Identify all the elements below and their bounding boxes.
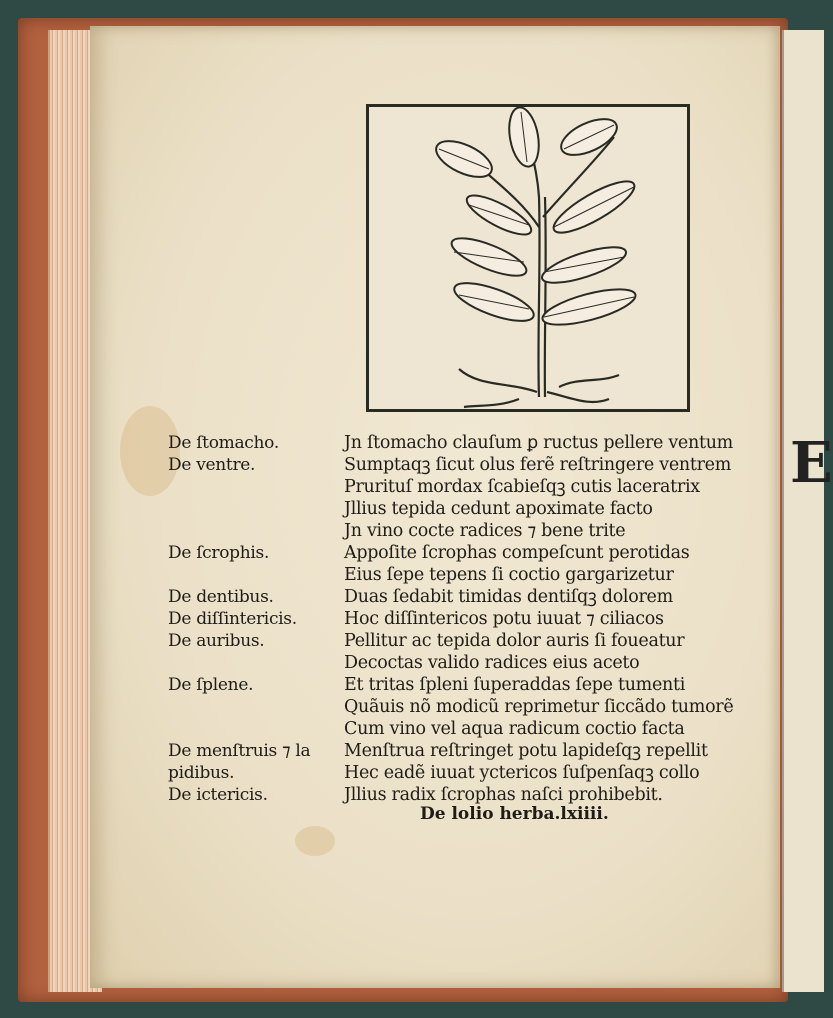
- margin-note: De ventre.: [168, 455, 256, 475]
- text-line: [0, 740, 800, 762]
- plant-woodcut-illustration: [366, 104, 690, 412]
- margin-note: De diſſintericis.: [168, 609, 297, 629]
- facing-page-initial: E: [790, 430, 833, 496]
- margin-note: pidibus.: [168, 763, 235, 783]
- text-line: [0, 696, 800, 718]
- text-line: [0, 432, 800, 454]
- verse-line: Hoc diſſintericos potu iuuat ⁊ ciliacos: [344, 609, 664, 629]
- plant-drawing: [369, 107, 687, 409]
- text-line: [0, 784, 800, 806]
- next-section-heading: De lolio herba.lxiiii.: [420, 804, 609, 824]
- verse-line: Jllius tepida cedunt apoximate facto: [344, 499, 653, 519]
- text-line: [0, 520, 800, 542]
- verse-line: Jllius radix ſcrophas naſci prohibebit.: [344, 785, 663, 805]
- margin-note: De menſtruis ⁊ la: [168, 741, 311, 761]
- text-line: [0, 476, 800, 498]
- margin-note: De ſplene.: [168, 675, 254, 695]
- text-line: [0, 542, 800, 564]
- text-line: [0, 608, 800, 630]
- text-line: [0, 718, 800, 740]
- margin-note: De ictericis.: [168, 785, 268, 805]
- verse-line: Jn vino cocte radices ⁊ bene trite: [344, 521, 626, 541]
- verse-line: Hec eadẽ iuuat yctericos ſuſpenſaqꝫ collo: [344, 763, 700, 783]
- verse-line: Eius ſepe tepens ſi coctio gargarizetur: [344, 565, 674, 585]
- verse-line: Et tritas ſpleni ſuperaddas ſepe tumenti: [344, 675, 686, 695]
- text-line: [0, 652, 800, 674]
- verse-line: Jn ſtomacho clauſum ꝑ ructus pellere ventum: [344, 433, 733, 453]
- text-line: [0, 674, 800, 696]
- verse-line: Cum vino vel aqua radicum coctio facta: [344, 719, 685, 739]
- margin-note: De ſtomacho.: [168, 433, 279, 453]
- margin-note: De ſcrophis.: [168, 543, 270, 563]
- text-line: [0, 454, 800, 476]
- verse-line: Decoctas valido radices eius aceto: [344, 653, 640, 673]
- paper-stain: [295, 826, 335, 856]
- verse-line: Menſtrua reſtringet potu lapideſqꝫ repellit: [344, 741, 708, 761]
- verse-line: Duas ſedabit timidas dentiſqꝫ dolorem: [344, 587, 673, 607]
- verse-line: Quãuis nõ modicũ reprimetur ſiccãdo tumorẽ: [344, 697, 734, 717]
- verse-line: Sumptaqꝫ ſicut olus ferẽ reſtringere ventrem: [344, 455, 732, 475]
- verse-line: Prurituſ mordax ſcabieſqꝫ cutis laceratrix: [344, 477, 700, 497]
- verse-line: Appoſite ſcrophas compeſcunt perotidas: [344, 543, 690, 563]
- text-line: [0, 762, 800, 784]
- text-line: [0, 564, 800, 586]
- margin-note: De auribus.: [168, 631, 265, 651]
- text-line: [0, 498, 800, 520]
- text-line: [0, 630, 800, 652]
- text-line: [0, 586, 800, 608]
- margin-note: De dentibus.: [168, 587, 274, 607]
- verse-line: Pellitur ac tepida dolor auris ſi foueatur: [344, 631, 685, 651]
